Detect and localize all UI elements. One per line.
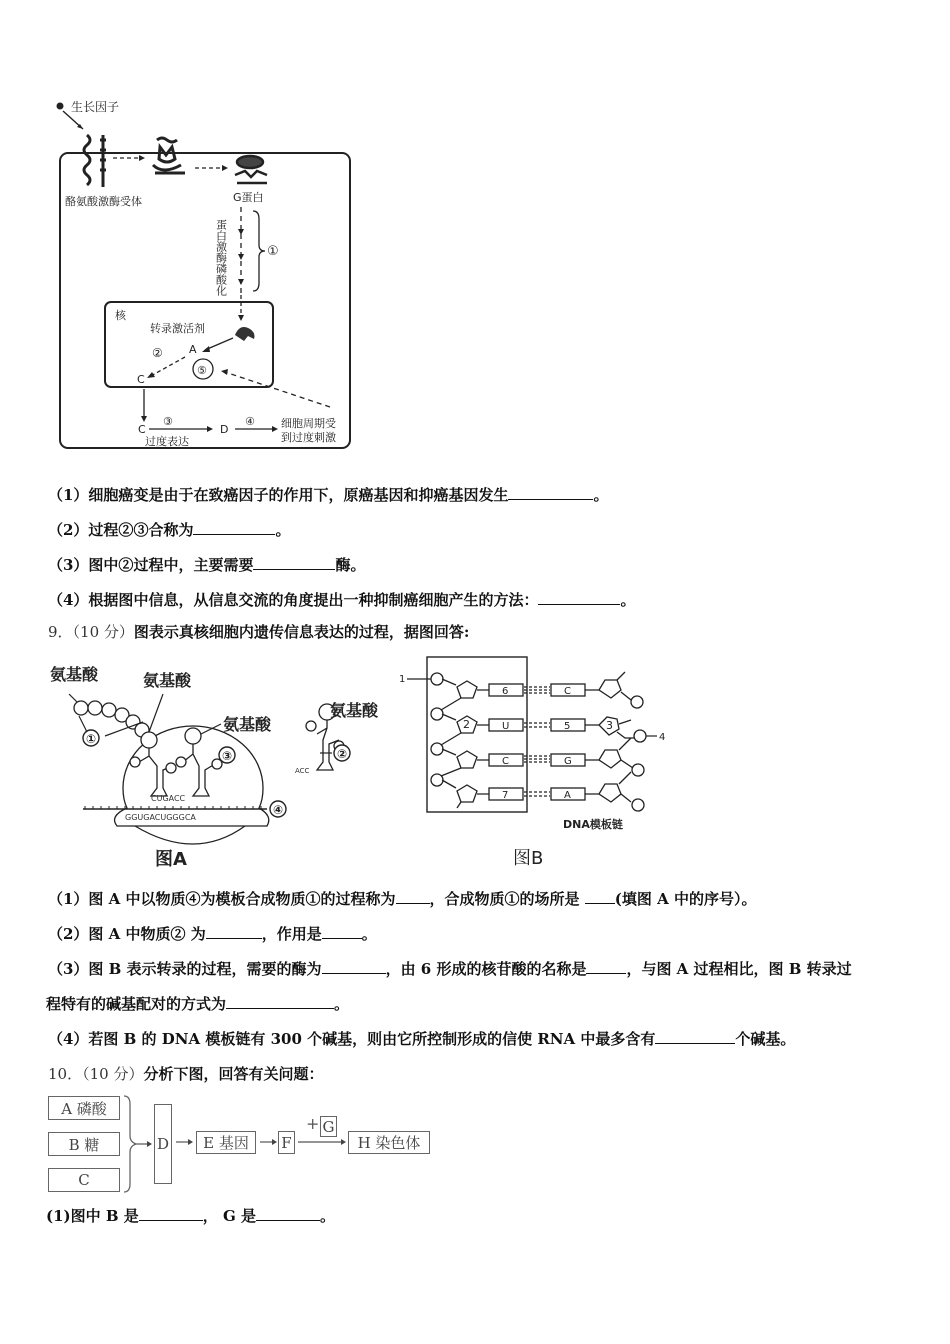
dna-base-2: 5 — [564, 721, 571, 732]
box-d: D — [154, 1104, 172, 1184]
g-protein-label: G蛋白 — [233, 191, 264, 204]
node-c2: C — [138, 423, 146, 436]
receptor-icon — [84, 135, 106, 187]
step3-marker: ③ — [163, 415, 173, 428]
amino-acid-label-3: 氨基酸 — [223, 715, 272, 734]
answer-blank[interactable] — [538, 590, 620, 605]
overexpression-label: 过度表达 — [145, 435, 189, 448]
answer-blank[interactable] — [322, 924, 362, 939]
answer-blank[interactable] — [655, 1029, 735, 1044]
figure-b-label: 图B — [513, 848, 544, 869]
marker-1: ① — [86, 732, 97, 746]
amino-acid-label-1: 氨基酸 — [50, 665, 99, 684]
cell-cycle-label-2: 到过度刺激 — [281, 431, 336, 444]
node-a: A — [189, 343, 197, 356]
mrna-sequence: GGUGACUGGGCA — [125, 813, 196, 822]
arrow-icon — [296, 1136, 348, 1148]
box-a-phosphate: A 磷酸 — [48, 1096, 120, 1120]
answer-blank[interactable] — [139, 1206, 203, 1221]
answer-blank[interactable] — [226, 994, 334, 1009]
answer-blank[interactable] — [253, 555, 335, 570]
amino-acid-label-2: 氨基酸 — [143, 671, 192, 690]
activated-protein-icon — [153, 138, 185, 173]
answer-blank[interactable] — [193, 520, 275, 535]
figure-a-translation — [45, 658, 348, 873]
dna-template-strand-label: DNA模板链 — [563, 818, 623, 831]
node-c: C — [137, 373, 145, 386]
amino-acid-label-4: 氨基酸 — [330, 701, 379, 720]
dna-base-1: C — [564, 686, 571, 697]
arrow-icon — [258, 1136, 280, 1148]
box-c: C — [48, 1168, 120, 1192]
marker-4: ④ — [273, 803, 284, 817]
answer-blank[interactable] — [256, 1206, 320, 1221]
hydrogen-bonds — [524, 687, 550, 796]
nucleotide-structure-diagram — [44, 1092, 434, 1197]
marker-3: ③ — [222, 749, 233, 763]
cancer-signaling-figure — [45, 95, 375, 465]
q9-question-3: （3）图 B 表示转录的过程，需要的酶为 ，由 6 形成的核苷酸的名称是 ，与图 A 过程相比，图 B 转录过 — [48, 960, 852, 978]
box-f: F — [278, 1131, 295, 1154]
dna-base-3: G — [564, 756, 572, 767]
s8-question-4: （4）根据图中信息，从信息交流的角度提出一种抑制癌细胞产生的方法： 。 — [48, 591, 636, 609]
node-d: D — [220, 423, 229, 436]
g-protein-icon — [235, 156, 267, 183]
marker-2: 2 — [463, 718, 470, 731]
dna-nucleotides — [585, 672, 646, 811]
brace-icon — [122, 1094, 154, 1194]
receptor-label: 酪氨酸激酶受体 — [65, 195, 142, 208]
answer-blank[interactable] — [585, 889, 615, 904]
box-e-gene: E 基因 — [196, 1131, 256, 1154]
rna-base-4: 7 — [502, 790, 509, 801]
step2-marker: ② — [152, 346, 163, 360]
q9-question-1: （1）图 A 中以物质④为模板合成物质①的过程称为 ，合成物质①的场所是 (填图 A 中的序号）。 — [48, 890, 757, 908]
answer-blank[interactable] — [206, 924, 262, 939]
arrow-icon — [174, 1136, 196, 1148]
step1-marker: ① — [267, 244, 279, 259]
q9-question-4: （4）若图 B 的 DNA 模板链有 300 个碱基，则由它所控制形成的信使 RNA 中最多含有 个碱基。 — [48, 1030, 796, 1048]
growth-factor-label: 生长因子 — [71, 100, 120, 114]
nucleus-label: 核 — [115, 309, 126, 322]
figure-b-transcription — [395, 652, 685, 872]
s8-question-1: （1）细胞癌变是由于在致癌因子的作用下，原癌基因和抑癌基因发生 。 — [48, 486, 609, 504]
answer-blank[interactable] — [396, 889, 430, 904]
cascade-label: 蛋白激酶磷酸化 — [214, 219, 228, 296]
marker-1: 1 — [399, 674, 406, 685]
rna-bases — [489, 684, 523, 800]
q9-question-2: （2）图 A 中物质② 为 ，作用是 。 — [48, 925, 377, 943]
rna-base-3: C — [502, 756, 509, 767]
transcription-activator-label: 转录激活剂 — [150, 322, 205, 335]
marker-4: 4 — [659, 732, 666, 743]
rna-nucleotides — [431, 673, 489, 808]
question9-header: 9．（10 分）图表示真核细胞内遗传信息表达的过程，据图回答: — [48, 623, 470, 641]
marker-2: ② — [337, 747, 348, 761]
s8-question-2: （2）过程②③合称为 。 — [48, 521, 291, 539]
answer-blank[interactable] — [322, 959, 386, 974]
step4-marker: ④ — [245, 415, 255, 428]
transcription-activator-icon — [235, 327, 255, 341]
cell-cycle-label-1: 细胞周期受 — [281, 417, 336, 430]
q10-question-1: (1)图中 B 是 ， G 是 。 — [46, 1207, 336, 1225]
rna-base-1: 6 — [502, 686, 509, 697]
box-g: G — [320, 1116, 337, 1137]
rna-base-2: U — [502, 721, 510, 732]
plus-sign: + — [306, 1114, 320, 1133]
figure-a-label: 图A — [155, 849, 187, 870]
q9-question-3-cont: 程特有的碱基配对的方式为 。 — [46, 995, 350, 1013]
anticodon-sequence: CUGACC — [151, 794, 186, 803]
dna-base-4: A — [564, 790, 571, 801]
marker-2-group — [320, 740, 360, 770]
step5-marker-inner: ⑤ — [197, 364, 207, 377]
box-h-chromosome: H 染色体 — [348, 1131, 430, 1154]
growth-factor-dot — [57, 103, 64, 110]
trna-anticodon: ACC — [295, 767, 310, 775]
marker-3: 3 — [606, 719, 613, 732]
dna-bases — [551, 684, 585, 800]
answer-blank[interactable] — [508, 485, 593, 500]
answer-blank[interactable] — [586, 959, 626, 974]
question10-header: 10．（10 分）分析下图，回答有关问题： — [48, 1065, 324, 1083]
s8-question-3: （3）图中②过程中，主要需要 酶。 — [48, 556, 366, 574]
box-b-sugar: B 糖 — [48, 1132, 120, 1156]
